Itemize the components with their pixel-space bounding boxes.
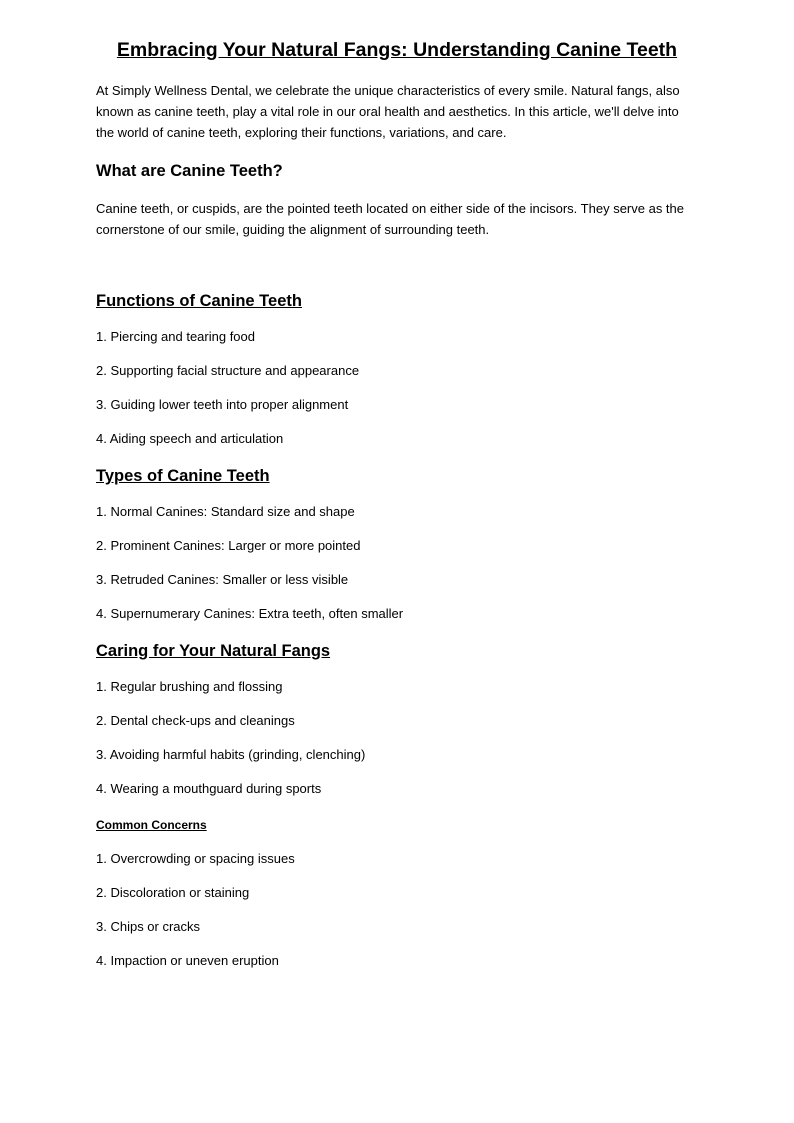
- section-heading-caring: Caring for Your Natural Fangs: [96, 642, 331, 660]
- intro-paragraph: At Simply Wellness Dental, we celebrate the unique characteristics of every smile. Natural fangs, also known as canine teeth, play a vital role in our oral health and aesthetics. In this article, we'll delve into the world of canine teeth, exploring their functions, variations, and care.: [96, 83, 680, 140]
- section-caring: [96, 640, 698, 798]
- list-item: 3. Retruded Canines: Smaller or less visible: [96, 572, 349, 587]
- list-item: 3. Guiding lower teeth into proper alignment: [96, 397, 349, 412]
- section-heading-types: Types of Canine Teeth: [96, 467, 270, 485]
- what-paragraph: Canine teeth, or cuspids, are the pointed teeth located on either side of the incisors. They serve as the cornerstone of our smile, guiding the alignment of surrounding teeth.: [96, 201, 685, 237]
- caring-list: [96, 678, 698, 798]
- list-item: 4. Supernumerary Canines: Extra teeth, often smaller: [96, 606, 404, 621]
- list-item: 1. Regular brushing and flossing: [96, 679, 283, 694]
- list-item: 2. Dental check-ups and cleanings: [96, 713, 295, 728]
- list-item: 3. Chips or cracks: [96, 919, 201, 934]
- types-list: [96, 503, 698, 623]
- list-item: 3. Avoiding harmful habits (grinding, clenching): [96, 747, 366, 762]
- list-item: 1. Piercing and tearing food: [96, 329, 255, 344]
- page-title: Embracing Your Natural Fangs: Understanding Canine Teeth: [116, 39, 678, 61]
- section-heading-concerns: Common Concerns: [96, 818, 207, 832]
- list-item: 1. Normal Canines: Standard size and shape: [96, 504, 355, 519]
- list-item: 4. Wearing a mouthguard during sports: [96, 781, 322, 796]
- section-types: [96, 465, 698, 623]
- section-heading-functions: Functions of Canine Teeth: [96, 292, 302, 310]
- section-heading-what: What are Canine Teeth?: [96, 162, 283, 180]
- list-item: 2. Discoloration or staining: [96, 885, 250, 900]
- list-item: 4. Impaction or uneven eruption: [96, 953, 279, 968]
- concerns-list: [96, 850, 698, 970]
- list-item: 4. Aiding speech and articulation: [96, 431, 284, 446]
- list-item: 2. Prominent Canines: Larger or more pointed: [96, 538, 361, 553]
- list-item: 1. Overcrowding or spacing issues: [96, 851, 295, 866]
- functions-list: [96, 328, 698, 448]
- section-common-concerns: [96, 817, 698, 970]
- section-functions: [96, 290, 698, 448]
- list-item: 2. Supporting facial structure and appearance: [96, 363, 360, 378]
- section-what-are-canine-teeth: [96, 160, 698, 240]
